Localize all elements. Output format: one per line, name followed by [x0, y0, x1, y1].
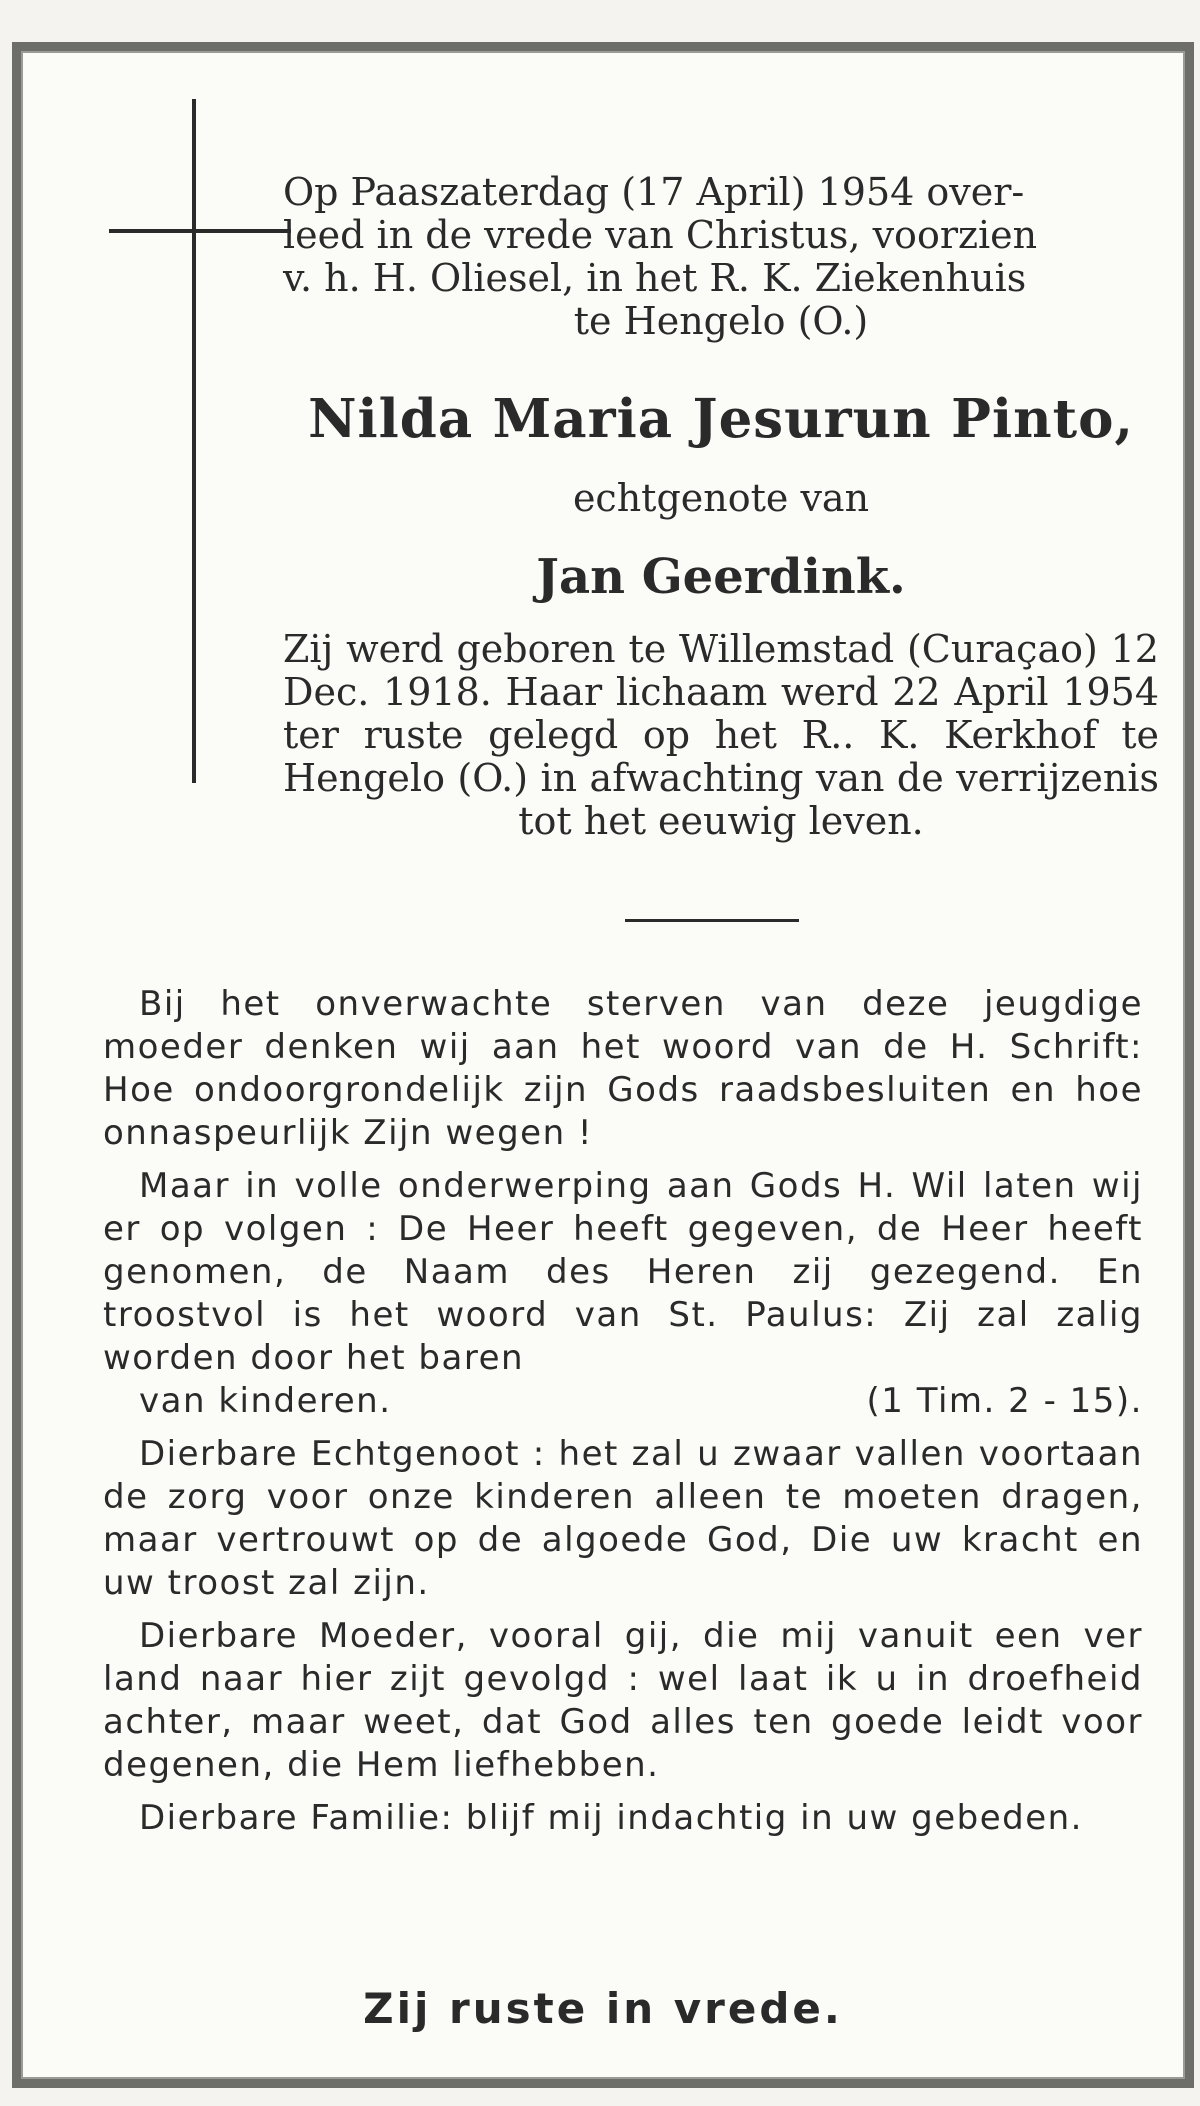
biography: Zij werd geboren te Willemstad (Curaçao) 12 Dec. 1918. Haar lichaam werd 22 April 1954 ter ruste gelegd op het R.. K. Kerkhof te Hengelo (O.) in afwachting van de verrijzenis tot het eeuwig leven. — [283, 627, 1159, 843]
cross-icon — [192, 99, 196, 783]
citation-line — [103, 1380, 1143, 1423]
paragraph-submission-tail: van kinderen. — [139, 1381, 392, 1421]
paragraph-spouse: Dierbare Echtgenoot : het zal u zwaar vallen voortaan de zorg voor onze kinderen alleen te moeten dragen, maar vertrouwt op de algoede God, Die uw kracht en uw troost zal zijn. — [103, 1434, 1143, 1603]
deceased-name: Nilda Maria Jesurun Pinto, — [308, 388, 1134, 450]
spouse-name: Jan Geerdink. — [536, 549, 906, 605]
bible-citation: (1 Tim. 2 - 15). — [866, 1381, 1143, 1421]
announcement-block — [283, 171, 1159, 881]
paragraph-family: Dierbare Familie: blijf mij indachtig in uw gebeden. — [139, 1798, 1083, 1838]
cross-icon-bar — [109, 229, 291, 233]
memorial-card — [12, 42, 1194, 2088]
paragraph-scripture: Bij het onverwachte sterven van deze jeugdige moeder denken wij aan het woord van de H. Schrift: Hoe ondoorgrondelijk zijn Gods raadsbesluiten en hoe onnaspeurlijk Zijn wegen ! — [103, 984, 1143, 1153]
intro-line: v. h. H. Oliesel, in het R. K. Ziekenhuis — [283, 256, 1027, 300]
intro-line: Op Paaszaterdag (17 April) 1954 over- — [283, 170, 1025, 214]
spouse-label: echtgenote van — [572, 476, 870, 520]
paragraph-submission-text: Maar in volle onderwerping aan Gods H. Wil laten wij er op volgen : De Heer heeft gegeven, de Heer heeft genomen, de Naam des Heren zij gezegend. En troostvol is het woord van St. Paulus: Zij zal zalig worden door het baren — [103, 1166, 1143, 1378]
closing-phrase: Zij ruste in vrede. — [363, 1984, 843, 2033]
card-content — [21, 51, 1185, 2079]
intro-line: leed in de vrede van Christus, voorzien — [283, 213, 1038, 257]
paragraph-mother: Dierbare Moeder, vooral gij, die mij vanuit een ver land naar hier zijt gevolgd : wel laat ik u in droefheid achter, maar weet, dat God alles ten goede leidt voor degenen, die Hem liefhebben. — [103, 1616, 1143, 1785]
paragraph-submission — [103, 1165, 1143, 1423]
death-announcement — [283, 171, 1159, 343]
intro-line: te Hengelo (O.) — [573, 299, 869, 343]
reflection-text — [103, 983, 1143, 1850]
divider-rule — [625, 919, 799, 922]
